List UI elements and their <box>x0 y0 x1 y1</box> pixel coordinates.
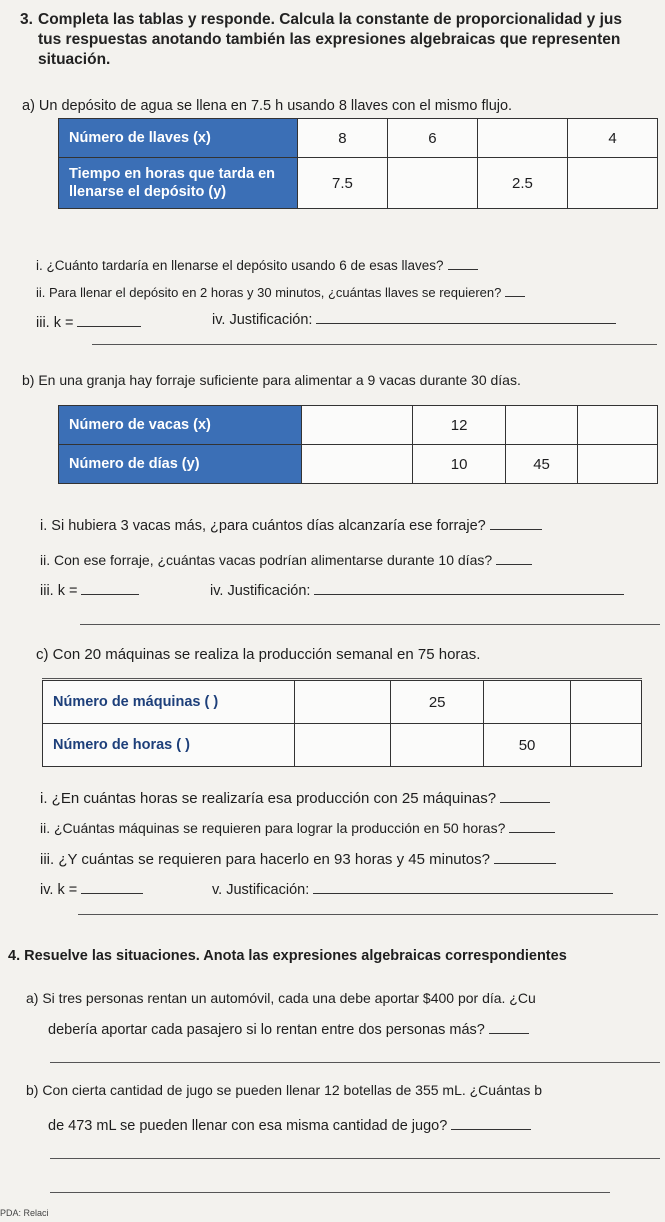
table-c-cell[interactable]: 25 <box>391 681 484 724</box>
answer-line[interactable] <box>78 914 658 915</box>
table-c-header-x: Número de máquinas ( ) <box>43 681 295 724</box>
exercise-4a-line1: a) Si tres personas rentan un automóvil, cada una debe aportar $400 por día. ¿Cu <box>26 990 536 1006</box>
answer-line[interactable] <box>92 344 657 345</box>
table-a-cell[interactable] <box>387 158 477 209</box>
table-a-cell[interactable]: 2.5 <box>477 158 567 209</box>
part-c-question-iii: iii. ¿Y cuántas se requieren para hacerlo en 93 horas y 45 minutos? <box>40 851 556 868</box>
table-b-cell[interactable]: 12 <box>412 406 505 445</box>
table-a-header-x: Número de llaves (x) <box>59 119 298 158</box>
table-b-cell[interactable]: 10 <box>412 445 505 484</box>
table-c-cell[interactable]: 50 <box>484 724 571 767</box>
part-a-justification-label: iv. Justificación: <box>212 312 616 328</box>
part-a-question-i: i. ¿Cuánto tardaría en llenarse el depósito usando 6 de esas llaves? <box>36 258 478 273</box>
part-c-justification-label: v. Justificación: <box>212 882 613 898</box>
table-c-cell[interactable] <box>295 724 391 767</box>
answer-line[interactable] <box>80 624 660 625</box>
part-b-k-label: iii. k = <box>40 583 139 599</box>
table-a-cell[interactable] <box>477 119 567 158</box>
table-b-cell[interactable] <box>506 406 577 445</box>
table-c-cell[interactable] <box>571 724 642 767</box>
table-c-cell[interactable] <box>571 681 642 724</box>
part-c-question-i: i. ¿En cuántas horas se realizaría esa producción con 25 máquinas? <box>40 790 550 807</box>
part-b-justification-label: iv. Justificación: <box>210 583 624 599</box>
exercise-4-title: 4. Resuelve las situaciones. Anota las expresiones algebraicas correspondientes <box>8 948 567 964</box>
table-c-cell[interactable] <box>484 681 571 724</box>
table-b-header-y: Número de días (y) <box>59 445 302 484</box>
table-b-cell[interactable] <box>577 406 657 445</box>
table-a-cell[interactable]: 8 <box>297 119 387 158</box>
answer-line[interactable] <box>50 1158 660 1159</box>
table-c-cell[interactable] <box>295 681 391 724</box>
table-a-cell[interactable] <box>567 158 657 209</box>
table-a-cell[interactable]: 7.5 <box>297 158 387 209</box>
part-b-question-ii: ii. Con ese forraje, ¿cuántas vacas podrían alimentarse durante 10 días? <box>40 552 532 568</box>
part-a-k-label: iii. k = <box>36 315 141 331</box>
table-a <box>58 118 658 209</box>
part-c-statement: c) Con 20 máquinas se realiza la producción semanal en 75 horas. <box>36 646 481 663</box>
table-a-cell[interactable]: 4 <box>567 119 657 158</box>
answer-line[interactable] <box>50 1192 610 1193</box>
table-b-cell[interactable] <box>577 445 657 484</box>
part-b-statement: b) En una granja hay forraje suficiente para alimentar a 9 vacas durante 30 días. <box>22 372 521 388</box>
table-a-header-y: Tiempo en horas que tarda en llenarse el depósito (y) <box>59 158 298 209</box>
table-c-header-y: Número de horas ( ) <box>43 724 295 767</box>
table-c-cell[interactable] <box>391 724 484 767</box>
part-b-question-i: i. Si hubiera 3 vacas más, ¿para cuántos días alcanzaría ese forraje? <box>40 518 542 534</box>
part-a-statement: a) Un depósito de agua se llena en 7.5 h usando 8 llaves con el mismo flujo. <box>22 98 513 114</box>
table-b-cell[interactable] <box>301 406 412 445</box>
exercise-4b-line2: de 473 mL se pueden llenar con esa misma cantidad de jugo? <box>48 1118 531 1134</box>
exercise-4b-line1: b) Con cierta cantidad de jugo se pueden llenar 12 botellas de 355 mL. ¿Cuántas b <box>26 1082 543 1098</box>
table-c <box>42 680 642 767</box>
table-b-cell[interactable] <box>301 445 412 484</box>
part-c-k-label: iv. k = <box>40 882 143 898</box>
part-a-question-ii: ii. Para llenar el depósito en 2 horas y 30 minutos, ¿cuántas llaves se requieren? <box>36 285 525 300</box>
table-b <box>58 405 658 484</box>
part-c-question-ii: ii. ¿Cuántas máquinas se requieren para lograr la producción en 50 horas? <box>40 820 555 836</box>
exercise-3-instructions: 3. Completa las tablas y responde. Calcula la constante de proporcionalidad y jus tus respuestas anotando también las expresiones algebraicas que representen situación. <box>20 11 622 68</box>
exercise-4a-line2: debería aportar cada pasajero si lo rentan entre dos personas más? <box>48 1022 529 1038</box>
table-b-header-x: Número de vacas (x) <box>59 406 302 445</box>
table-b-cell[interactable]: 45 <box>506 445 577 484</box>
footer-pda: PDA: Relaci <box>0 1208 49 1218</box>
answer-line[interactable] <box>50 1062 660 1063</box>
table-a-cell[interactable]: 6 <box>387 119 477 158</box>
